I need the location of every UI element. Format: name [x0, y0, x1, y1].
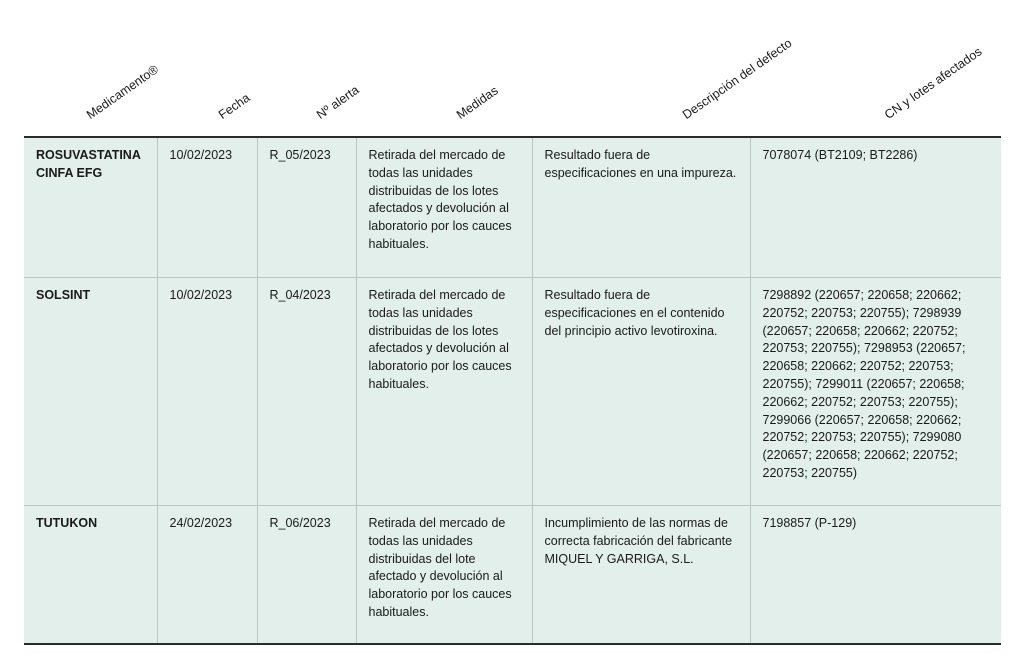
cell-medidas: Retirada del mercado de todas las unidades distribuidas del lote afectado y devolución al laboratorio por los cauces habituales.	[356, 506, 532, 645]
cell-cn-lotes: 7078074 (BT2109; BT2286)	[750, 137, 1001, 278]
cell-medidas: Retirada del mercado de todas las unidades distribuidas de los lotes afectados y devolución al laboratorio por los cauces habituales.	[356, 278, 532, 506]
table-row	[24, 137, 1001, 278]
table-row	[24, 278, 1001, 506]
column-header-descripcion: Descripción del defecto	[679, 36, 795, 122]
table-row	[24, 506, 1001, 645]
cell-fecha: 24/02/2023	[157, 506, 257, 645]
cell-cn-lotes: 7298892 (220657; 220658; 220662; 220752; 220753; 220755); 7298939 (220657; 220658; 220662; 220752; 220753; 220755); 7298953 (220657; 220658; 220662; 220752; 220753; 220755); 7299011 (220657; 220658; 220662; 220752; 220753; 220755); 7299066 (220657; 220658; 220662; 220752; 220753; 220755); 7299080 (220657; 220658; 220662; 220752; 220753; 220755)	[750, 278, 1001, 506]
column-header-alerta: Nº alerta	[313, 82, 362, 122]
column-header-medidas: Medidas	[453, 83, 501, 122]
cell-fecha: 10/02/2023	[157, 278, 257, 506]
cell-medicamento: ROSUVASTATINA CINFA EFG	[24, 137, 157, 278]
cell-descripcion: Resultado fuera de especificaciones en el contenido del principio activo levotiroxina.	[532, 278, 750, 506]
cell-fecha: 10/02/2023	[157, 137, 257, 278]
column-header-fecha: Fecha	[215, 90, 253, 122]
cell-alerta: R_06/2023	[257, 506, 356, 645]
table-header	[0, 0, 1024, 136]
cell-medidas: Retirada del mercado de todas las unidades distribuidas de los lotes afectados y devolución al laboratorio por los cauces habituales.	[356, 137, 532, 278]
column-header-medicamento: Medicamento®	[83, 62, 162, 122]
cell-descripcion: Incumplimiento de las normas de correcta fabricación del fabricante MIQUEL Y GARRIGA, S.L.	[532, 506, 750, 645]
cell-medicamento: TUTUKON	[24, 506, 157, 645]
cell-cn-lotes: 7198857 (P-129)	[750, 506, 1001, 645]
cell-alerta: R_05/2023	[257, 137, 356, 278]
cell-alerta: R_04/2023	[257, 278, 356, 506]
cell-medicamento: SOLSINT	[24, 278, 157, 506]
column-header-cn-lotes: CN y lotes afectados	[881, 44, 985, 122]
cell-descripcion: Resultado fuera de especificaciones en una impureza.	[532, 137, 750, 278]
alerts-table	[24, 136, 1001, 645]
